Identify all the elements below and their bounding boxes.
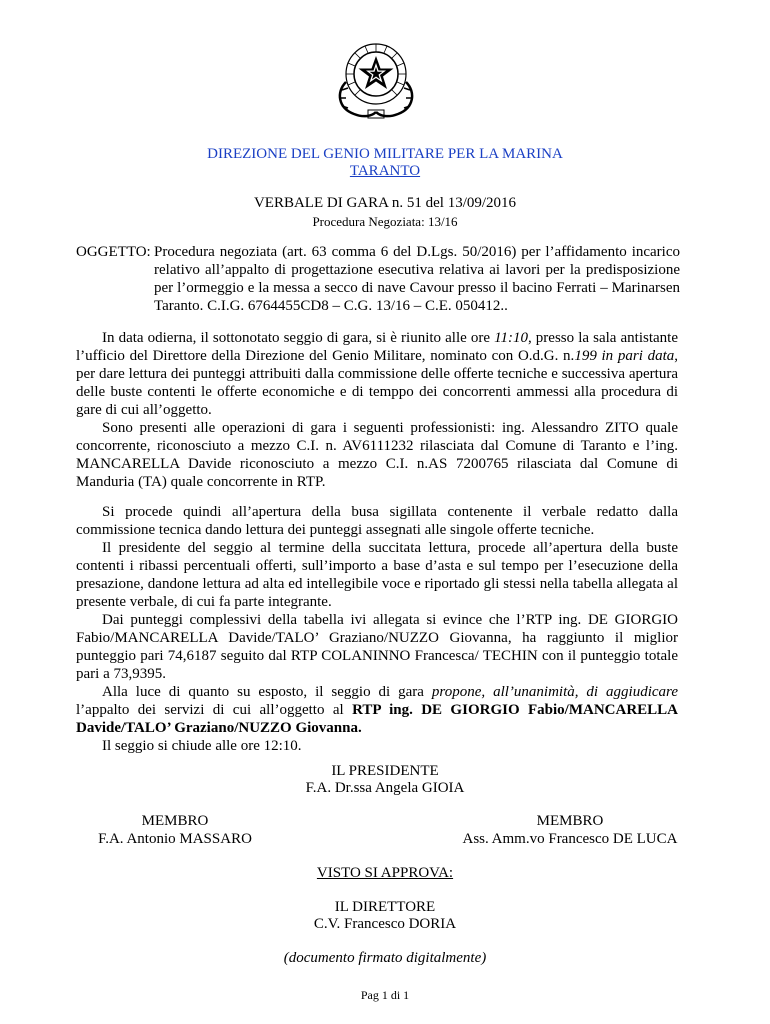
p1-odg: 199 in pari data [574,348,675,364]
page-number: Pag 1 di 1 [360,988,410,1002]
visto-approva: VISTO SI APPROVA: [316,865,454,881]
paragraph-aggiudicazione [76,683,678,737]
p6-bold: RTP ing. DE GIORGIO Fabio/MANCARELLA Davide/TALO’ Graziano/NUZZO Giovanna. [76,702,678,736]
firma-digitale-note: (documento firmato digitalmente) [283,950,487,966]
membro-2 [450,812,690,848]
p1-time: 11:10 [494,330,528,346]
membro-1-name: F.A. Antonio MASSARO [98,831,252,847]
paragraph-chiusura: Il seggio si chiude alle ore 12:10. [102,738,302,754]
oggetto-text: Procedura negoziata (art. 63 comma 6 del D.Lgs. 50/2016) per l’affidamento incarico relativo all’appalto di progettazione esecutiva relativa ai lavori per la predisposizione per l’ormeggio e la messa a secco di nave Cavour presso il bacino Ferrati – Marinarsen Taranto. C.I.G. 6764455CD8 – C.G. 13/16 – C.E. 050412.. [154,244,680,314]
membro-1 [80,812,270,848]
verbale-title: VERBALE DI GARA n. 51 del 13/09/2016 [253,195,517,211]
paragraph-group-1 [76,329,678,491]
p1-text-a: In data odierna, il sottonotato seggio di gara, si è riunito alle ore [102,330,495,346]
membro-2-name: Ass. Amm.vo Francesco DE LUCA [462,831,678,847]
presidente-title: IL PRESIDENTE [331,763,439,779]
membro-2-title: MEMBRO [536,813,604,829]
paragraph-riunione [76,329,678,419]
p1-text-c: , per dare lettura dei punteggi attribuiti dalla commissione delle offerte tecniche e successiva apertura delle buste contenti le offerte economiche e di temppo dei concorrenti ammessi alla procedura di gare di cui all’oggetto. [76,348,678,418]
direttore-name: C.V. Francesco DORIA [313,916,457,932]
paragraph-presidente: Il presidente del seggio al termine della succitata lettura, procede all’apertura della buste contenti i ribassi percentuali offerti, sull’importo a base d’asta e sul tempo per l’esecuzione della presazione, dandone lettura ad alta ed intellegibile voce e riportado gli stessi nella tabella allegata al presente verbale, di cui fa parte integrante. [76,540,678,610]
paragraph-group-2 [76,503,678,755]
header-line-1: DIREZIONE DEL GENIO MILITARE PER LA MARINA [207,146,563,162]
membro-1-title: MEMBRO [141,813,209,829]
paragraph-apertura: Si procede quindi all’apertura della busa sigillata contenente il verbale redatto dalla commissione tecnica dando lettura dei punteggi assegnati alle singole offerte tecniche. [76,504,678,538]
direttore-title: IL DIRETTORE [334,899,436,915]
p1-text-b: , presso la sala antistante l’ufficio del Direttore della Direzione del Genio Militare, nominato con O.d.G. n. [76,330,678,364]
oggetto-label: OGGETTO: [76,244,151,260]
p6-text-b: l’appalto dei servizi di cui all’oggetto al [76,702,353,718]
paragraph-punteggi: Dai punteggi complessivi della tabella ivi allegata si evince che l’RTP ing. DE GIORGIO Fabio/MANCARELLA Davide/TALO’ Graziano/NUZZO Giovanna, ha raggiunto il miglior punteggio pari 74,6187 seguito dal RTP COLANINNO Francesca/ TECHIN con il punteggio totale pari a 73,9395. [76,612,678,682]
p6-text-a: Alla luce di quanto su esposto, il seggio di gara [102,684,432,700]
p6-italic: propone, all’unanimità, di aggiudicare [431,684,678,700]
presidente-name: F.A. Dr.ssa Angela GIOIA [305,780,465,796]
italian-republic-emblem-icon [328,30,424,126]
procedura-subtitle: Procedura Negoziata: 13/16 [312,214,458,229]
oggetto-block [76,243,680,315]
header-line-2: TARANTO [349,163,421,179]
paragraph-presenti: Sono presenti alle operazioni di gara i seguenti professionisti: ing. Alessandro ZITO quale concorrente, riconosciuto a mezzo C.I. n. AV6111232 rilasciata dal Comune di Taranto e l’ing. MANCARELLA Davide riconosciuto a mezzo C.I. n.AS 7200765 rilasciata dal Comune di Manduria (TA) quale concorrente in RTP. [76,420,678,490]
